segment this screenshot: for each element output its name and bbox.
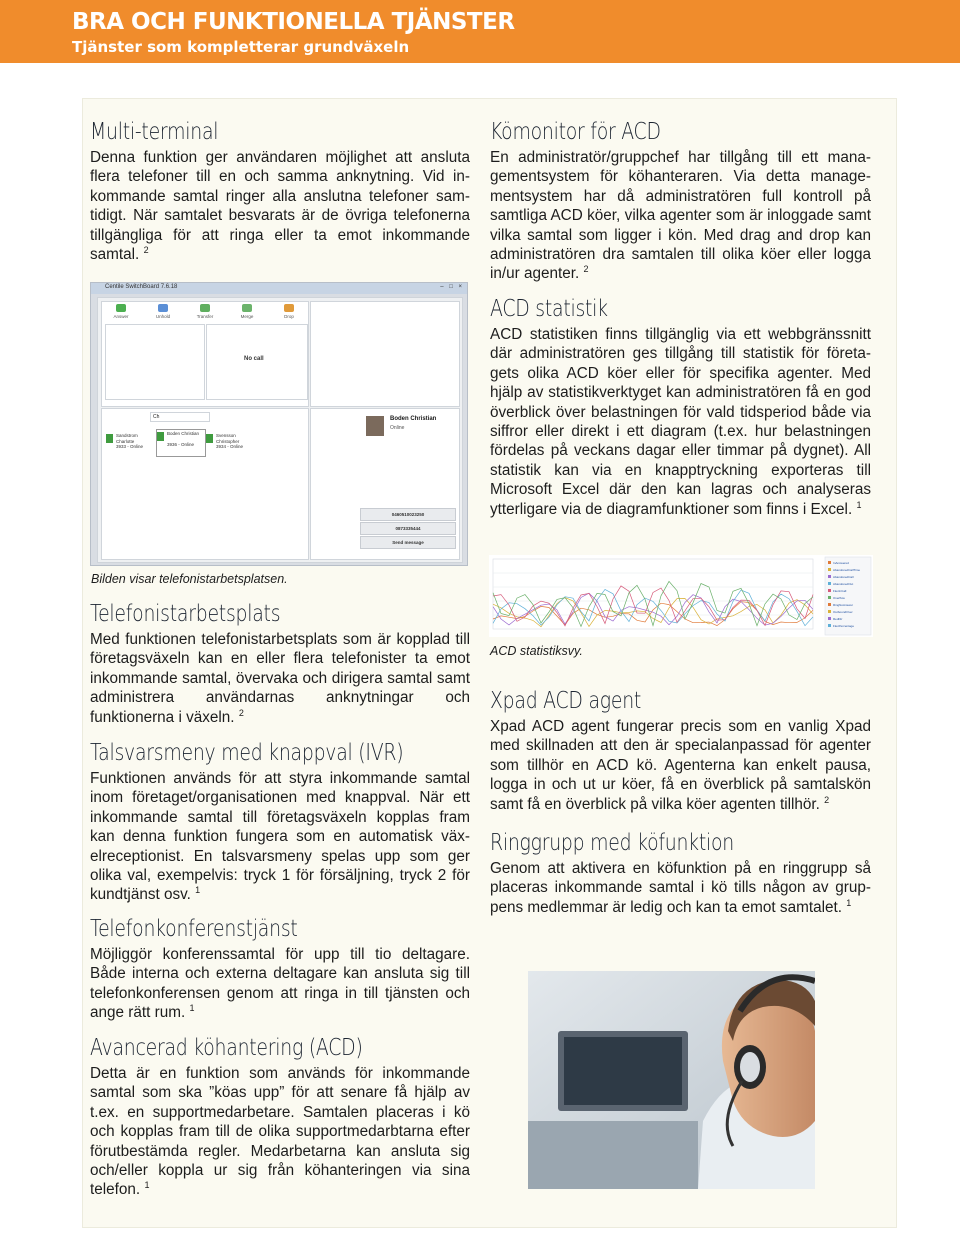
call-view-left	[105, 324, 205, 400]
call-view-right	[206, 324, 308, 400]
section-heading: Xpad ACD agent	[490, 688, 642, 714]
legend-label: InAnswered	[833, 561, 849, 565]
legend-swatch	[828, 575, 831, 578]
footnote-ref: 2	[824, 794, 830, 805]
section-body: Genom att aktivera en köfunktion på en ringgrupp så placeras inkommande samtal i kö tills någon av gruppens medlemmar är ledig och kan ta emot samtalet. $^1$	[490, 860, 871, 916]
footnote-ref: 1	[846, 897, 852, 908]
page-title: BRA OCH FUNKTIONELLA TJÄNSTER	[72, 9, 515, 35]
legend-swatch	[828, 596, 831, 599]
contact-search-input: Ch	[150, 412, 210, 422]
toolbar-answer: Answer	[106, 304, 136, 319]
switchboard-screenshot	[90, 282, 468, 566]
page-subtitle: Tjänster som kompletterar grundväxeln	[72, 38, 410, 56]
section-heading: Kömonitor för ACD	[490, 119, 661, 145]
section-multiterminal	[90, 118, 470, 264]
headset-person-icon	[528, 971, 815, 1189]
legend-label: FlexPercentage	[833, 624, 855, 628]
footnote-ref: 2	[238, 707, 244, 718]
legend-label: OutboundOver	[833, 610, 853, 614]
section-body: ACD statistiken finns tillgänglig via ett webbgränssnitt där administratören ges tillgång till statistik för företagets olika ACD köer eller för specifika agenter. Med hjälp av statistikverktyget kan administratören få en god överblick över belastningen för vald tidsperiod både via siffror eller direkt i ett diagram (t.ex. hur belastningen fördelas på veckans dagar eller timmar på dygnet). All statistik kan via en knapptryckning exporteras till Microsoft Excel där den kan lagras och analyseras ytterligare via de diagramfunktioner som finns i Excel. $^1$	[490, 326, 871, 518]
section-heading: ACD statistik	[490, 296, 608, 322]
section-komonitor	[490, 118, 871, 284]
legend-swatch	[828, 589, 831, 592]
chart-caption: ACD statistiksvy.	[490, 644, 583, 658]
contact-card: Svensson Christopher 3934 - Online	[206, 432, 254, 458]
person-icon	[157, 432, 164, 441]
footnote-ref: 1	[856, 499, 862, 510]
person-icon	[106, 434, 113, 443]
section-heading: Ringgrupp med köfunktion	[490, 830, 735, 856]
send-message-button: Send message	[360, 536, 456, 549]
legend-label: RedDir	[833, 617, 843, 621]
footnote-ref: 1	[144, 1180, 150, 1191]
toolbar-transfer: Transfer	[190, 304, 220, 319]
number-button: 0873335444	[360, 522, 456, 535]
detail-name: Boden Christian	[390, 416, 437, 422]
section-body: Med funktionen telefonistarbetsplats som är kopplad till företagsväxeln kan en eller flera telefonister ta emot inkommande samtal, övervaka och dirigera samtal samt administrera användarnas anknytningar och funktionerna i växeln. $^2$	[90, 631, 470, 726]
section-body: Denna funktion ger användaren möjlighet att ansluta flera telefoner till en och samma anknytning. Vid inkommande samtal ringer alla anslutna telefoner samtidigt. När samtalet besvarats är de övriga telefonerna tillgängliga för att ringa eller ta emot inkommande samtal. $^2$	[90, 149, 470, 264]
avatar	[366, 416, 384, 436]
section-ringgrupp	[490, 829, 871, 917]
window-controls-icon: – □ ×	[440, 284, 464, 290]
detail-status: Online	[390, 425, 405, 431]
chart-svg	[489, 555, 873, 637]
section-body: Detta är en funktion som används för inkommande samtal som ska ”köas upp” för att senare få hjälp av t.ex. en supportmedarbetare. Samtalen placeras i kö och kopplas fram till de olika supportmedarbtarna efter förutbestämda regler. Medarbetarna kan ansluta sig och/eller koppla ur sig från köhanteringen via sina telefon. $^1$	[90, 1065, 470, 1199]
legend-swatch	[828, 624, 831, 627]
legend-swatch	[828, 603, 831, 606]
section-heading: Telefonistarbetsplats	[90, 601, 281, 627]
window-titlebar	[91, 283, 467, 294]
footnote-ref: 1	[189, 1003, 195, 1014]
section-heading: Avancerad köhantering (ACD)	[90, 1035, 363, 1061]
legend-swatch	[828, 610, 831, 613]
contact-card: Sandstrom Charlotte 3933 - Online	[106, 432, 154, 458]
legend-label: AbandonedCall	[833, 575, 854, 579]
window-title: Centile SwitchBoard 7.6.18	[105, 284, 178, 290]
section-body: Xpad ACD agent fungerar precis som en vanlig Xpad med skillnaden att den är specialanpassad för agenter som tillhör en ACD kö. Agenterna kan enkelt pausa, logga in och ut ur köer, få en överblick på samtalskön samt få en överblick på vilka köer agenten tillhör. $^2$	[490, 718, 871, 813]
legend-label: FlexInCall	[833, 589, 847, 593]
legend-swatch	[828, 582, 831, 585]
footnote-ref: 2	[583, 264, 589, 275]
section-heading: Multi-terminal	[90, 119, 219, 145]
legend-label: AbandonedCallTime	[833, 568, 861, 572]
section-acd	[90, 1034, 470, 1200]
side-panel	[310, 301, 460, 407]
section-heading: Talsvarsmeny med knappval (IVR)	[90, 740, 404, 766]
section-heading: Telefonkonferenstjänst	[90, 916, 298, 942]
section-telefonist	[90, 600, 470, 727]
section-body: En administratör/gruppchef har tillgång till ett managementsystem för köhanteraren. Via detta managementsystem har då administratören full kontroll på samtliga ACD köer, vilka agenter som är inloggade samt vilka samtal som ligger i kön. Med drag and drop kan administratören dra samtalen till olika köer eller logga in/ur agenter. $^2$	[490, 149, 871, 283]
person-icon	[206, 434, 213, 443]
section-xpad	[490, 687, 871, 814]
footnote-ref: 2	[143, 245, 149, 256]
legend-label: Overflow	[833, 596, 845, 600]
no-call-label: No call	[244, 356, 264, 362]
toolbar-drop: Drop	[274, 304, 304, 319]
legend-label: AbandonedOut	[833, 582, 854, 586]
switchboard-window	[97, 297, 463, 563]
header-band	[0, 0, 960, 63]
toolbar-unhold: Unhold	[148, 304, 178, 319]
section-body: Funktionen används för att styra inkommande samtal inom företaget/organisationen med knappval. När ett inkommande samtal till företagsväxeln kopplas fram kan denna funktion fungera som en automatisk växelreceptionist. En talsvarsmeny spelas upp som ger olika val, exempelvis: tryck 1 för försäljning, tryck 2 för kundtjänst osv. $^1$	[90, 770, 470, 904]
legend-label: RingNoAnswer	[833, 603, 854, 607]
acd-statistics-chart	[489, 555, 873, 637]
screenshot-caption: Bilden visar telefonistarbetsplatsen.	[91, 572, 288, 586]
legend-swatch	[828, 617, 831, 620]
toolbar-merge: Merge	[232, 304, 262, 319]
section-ivr	[90, 739, 470, 905]
number-button: 0460510023250	[360, 508, 456, 521]
footnote-ref: 1	[195, 885, 201, 896]
legend-swatch	[828, 568, 831, 571]
legend-swatch	[828, 561, 831, 564]
section-body: Möjliggör konferenssamtal för upp till tio deltagare. Både interna och externa deltagare kan ansluta sig till telefonkonferensen genom att ringa in till tjänsten och ange rätt rum. $^1$	[90, 946, 470, 1022]
section-acdstatistik	[490, 295, 871, 519]
headset-agent-photo	[528, 971, 815, 1189]
section-konferens	[90, 915, 470, 1023]
contact-card-selected: Boden Christian 3936 - Online	[156, 429, 206, 457]
